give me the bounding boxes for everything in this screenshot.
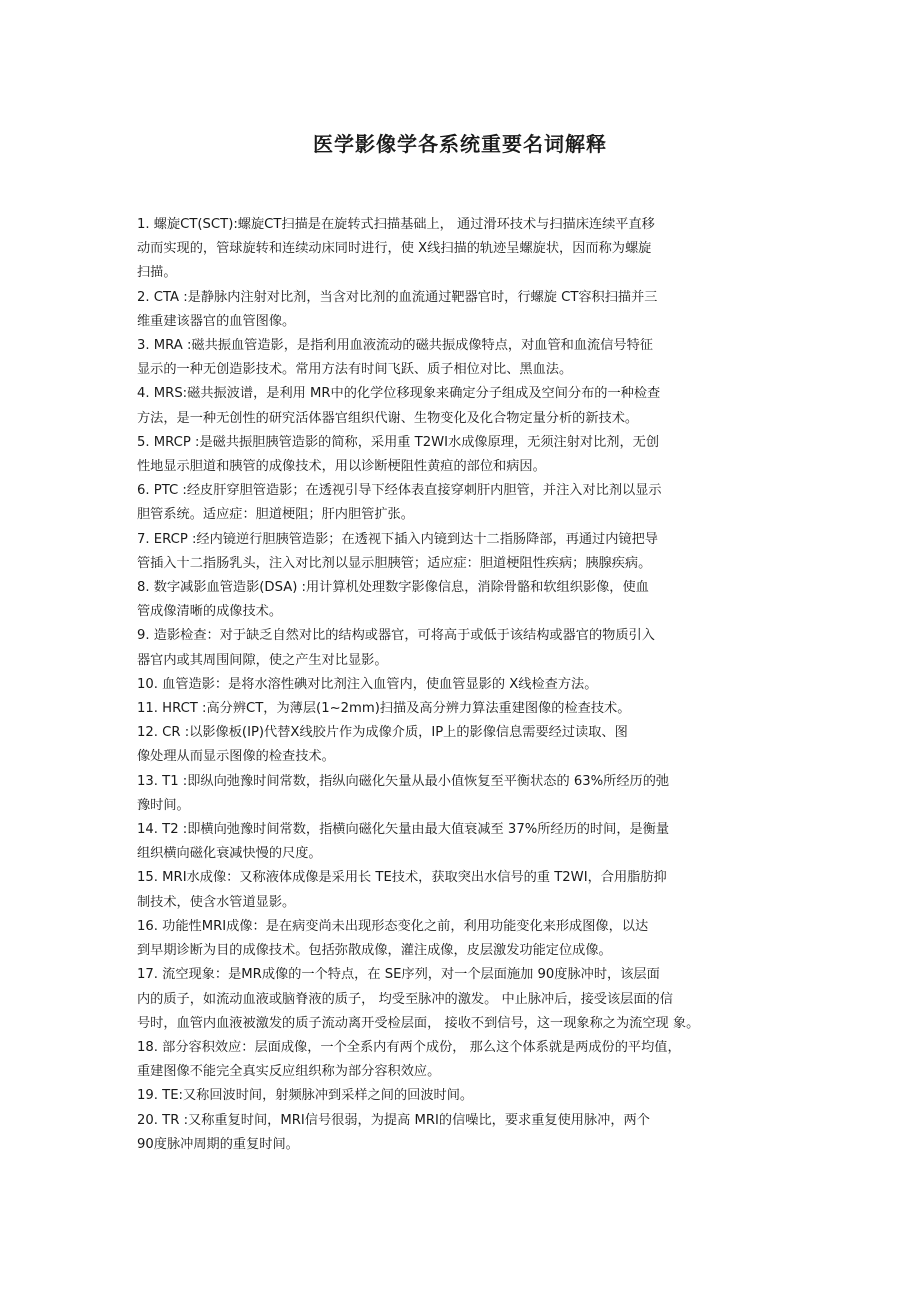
entry-text-line: 17. 流空现象：是MR成像的一个特点，在 SE序列，对一个层面施加 90度脉冲时，该层面 bbox=[137, 967, 660, 983]
glossary-entry bbox=[137, 915, 772, 963]
entry-text-line: 10. 血管造影：是将水溶性碘对比剂注入血管内，使血管显影的 X线检查方法。 bbox=[137, 676, 598, 692]
glossary-entry bbox=[137, 213, 772, 286]
entry-text-line: 4. MRS:磁共振波谱，是利用 MR中的化学位移现象来确定分子组成及空间分布的一种检查 bbox=[137, 386, 661, 402]
entry-text-line: 20. TR :又称重复时间，MRI信号很弱，为提高 MRI的信噪比，要求重复使用脉冲，两个 bbox=[137, 1112, 650, 1128]
glossary-entry bbox=[137, 479, 772, 527]
entry-text-line: 管插入十二指肠乳头，注入对比剂以显示胆胰管；适应症：胆道梗阻性疾病；胰腺疾病。 bbox=[137, 555, 652, 571]
glossary-entry-list bbox=[137, 213, 772, 1157]
glossary-entry bbox=[137, 1036, 772, 1084]
entry-text-line: 19. TE:又称回波时间，射频脉冲到采样之间的回波时间。 bbox=[137, 1088, 474, 1104]
entry-text-line: 90度脉冲周期的重复时间。 bbox=[137, 1136, 299, 1152]
glossary-entry bbox=[137, 576, 772, 624]
glossary-entry bbox=[137, 382, 772, 430]
entry-text-line: 1. 螺旋CT(SCT):螺旋CT扫描是在旋转式扫描基础上， 通过滑环技术与扫描床连续平直移 bbox=[137, 217, 655, 232]
entry-text-line: 组织横向磁化衰减快慢的尺度。 bbox=[137, 846, 322, 862]
glossary-entry bbox=[137, 528, 772, 576]
entry-text-line: 扫描。 bbox=[137, 265, 177, 281]
entry-text-line: 动而实现的，管球旋转和连续动床同时进行，使 X线扫描的轨迹呈螺旋状，因而称为螺旋 bbox=[137, 241, 652, 257]
glossary-entry bbox=[137, 286, 772, 334]
entry-text-line: 12. CR :以影像板(IP)代替X线胶片作为成像介质，IP上的影像信息需要经过读取、图 bbox=[137, 725, 628, 741]
entry-text-line: 方法，是一种无创性的研究活体器官组织代谢、生物变化及化合物定量分析的新技术。 bbox=[137, 410, 639, 426]
entry-text-line: 8. 数字减影血管造影(DSA) :用计算机处理数字影像信息，消除骨骼和软组织影像，使血 bbox=[137, 580, 649, 596]
entry-text-line: 显示的一种无创造影技术。常用方法有时间飞跃、质子相位对比、黑血法。 bbox=[137, 362, 573, 378]
entry-text-line: 维重建该器官的血管图像。 bbox=[137, 313, 296, 329]
entry-text-line: 管成像清晰的成像技术。 bbox=[137, 604, 283, 620]
entry-text-line: 11. HRCT :高分辨CT，为薄层(1~2mm)扫描及高分辨力算法重建图像的检查技术。 bbox=[137, 701, 631, 717]
entry-text-line: 2. CTA :是静脉内注射对比剂，当含对比剂的血流通过靶器官时，行螺旋 CT容积扫描并三 bbox=[137, 289, 658, 305]
glossary-entry bbox=[137, 697, 772, 721]
entry-text-line: 胆管系统。适应症：胆道梗阻；肝内胆管扩张。 bbox=[137, 507, 414, 523]
entry-text-line: 制技术，使含水管道显影。 bbox=[137, 894, 296, 910]
glossary-entry bbox=[137, 431, 772, 479]
glossary-entry bbox=[137, 770, 772, 818]
entry-text-line: 16. 功能性MRI成像：是在病变尚未出现形态变化之前，利用功能变化来形成图像，以达 bbox=[137, 918, 649, 934]
entry-text-line: 器官内或其周围间隙，使之产生对比显影。 bbox=[137, 652, 388, 668]
entry-text-line: 14. T2 :即横向弛豫时间常数，指横向磁化矢量由最大值衰减至 37%所经历的时间，是衡量 bbox=[137, 822, 670, 838]
glossary-entry bbox=[137, 334, 772, 382]
entry-text-line: 重建图像不能完全真实反应组织称为部分容积效应。 bbox=[137, 1064, 441, 1080]
entry-text-line: 9. 造影检查：对于缺乏自然对比的结构或器官，可将高于或低于该结构或器官的物质引入 bbox=[137, 628, 655, 644]
glossary-entry bbox=[137, 1084, 772, 1108]
entry-text-line: 内的质子，如流动血液或脑脊液的质子， 均受至脉冲的激发。 中止脉冲后，接受该层面的信 bbox=[137, 991, 673, 1007]
entry-text-line: 15. MRI水成像：又称液体成像是采用长 TE技术，获取突出水信号的重 T2WI，合用脂肪抑 bbox=[137, 870, 667, 886]
glossary-entry bbox=[137, 963, 772, 1036]
entry-text-line: 7. ERCP :经内镜逆行胆胰管造影；在透视下插入内镜到达十二指肠降部，再通过内镜把导 bbox=[137, 531, 658, 547]
glossary-entry bbox=[137, 721, 772, 769]
entry-text-line: 6. PTC :经皮肝穿胆管造影；在透视引导下经体表直接穿刺肝内胆管，并注入对比剂以显示 bbox=[137, 483, 662, 499]
entry-text-line: 13. T1 :即纵向弛豫时间常数，指纵向磁化矢量从最小值恢复至平衡状态的 63%所经历的弛 bbox=[137, 773, 670, 789]
glossary-entry bbox=[137, 866, 772, 914]
entry-text-line: 性地显示胆道和胰管的成像技术，用以诊断梗阻性黄疸的部位和病因。 bbox=[137, 459, 546, 475]
glossary-entry bbox=[137, 673, 772, 697]
glossary-entry bbox=[137, 1109, 772, 1157]
document-title: 医学影像学各系统重要名词解释 bbox=[313, 132, 607, 156]
entry-text-line: 5. MRCP :是磁共振胆胰管造影的简称，采用重 T2WI水成像原理，无须注射对比剂，无创 bbox=[137, 434, 660, 450]
entry-text-line: 3. MRA :磁共振血管造影，是指利用血液流动的磁共振成像特点，对血管和血流信号特征 bbox=[137, 338, 653, 354]
entry-text-line: 像处理从而显示图像的检查技术。 bbox=[137, 749, 335, 765]
entry-text-line: 18. 部分容积效应：层面成像，一个全系内有两个成份， 那么这个体系就是两成份的平均值， bbox=[137, 1039, 681, 1055]
entry-text-line: 到早期诊断为目的成像技术。包括弥散成像，灌注成像，皮层激发功能定位成像。 bbox=[137, 943, 612, 959]
glossary-entry bbox=[137, 818, 772, 866]
glossary-entry bbox=[137, 624, 772, 672]
entry-text-line: 号时，血管内血液被激发的质子流动离开受检层面， 接收不到信号，这一现象称之为流空现 象。 bbox=[137, 1015, 700, 1031]
entry-text-line: 豫时间。 bbox=[137, 797, 190, 813]
